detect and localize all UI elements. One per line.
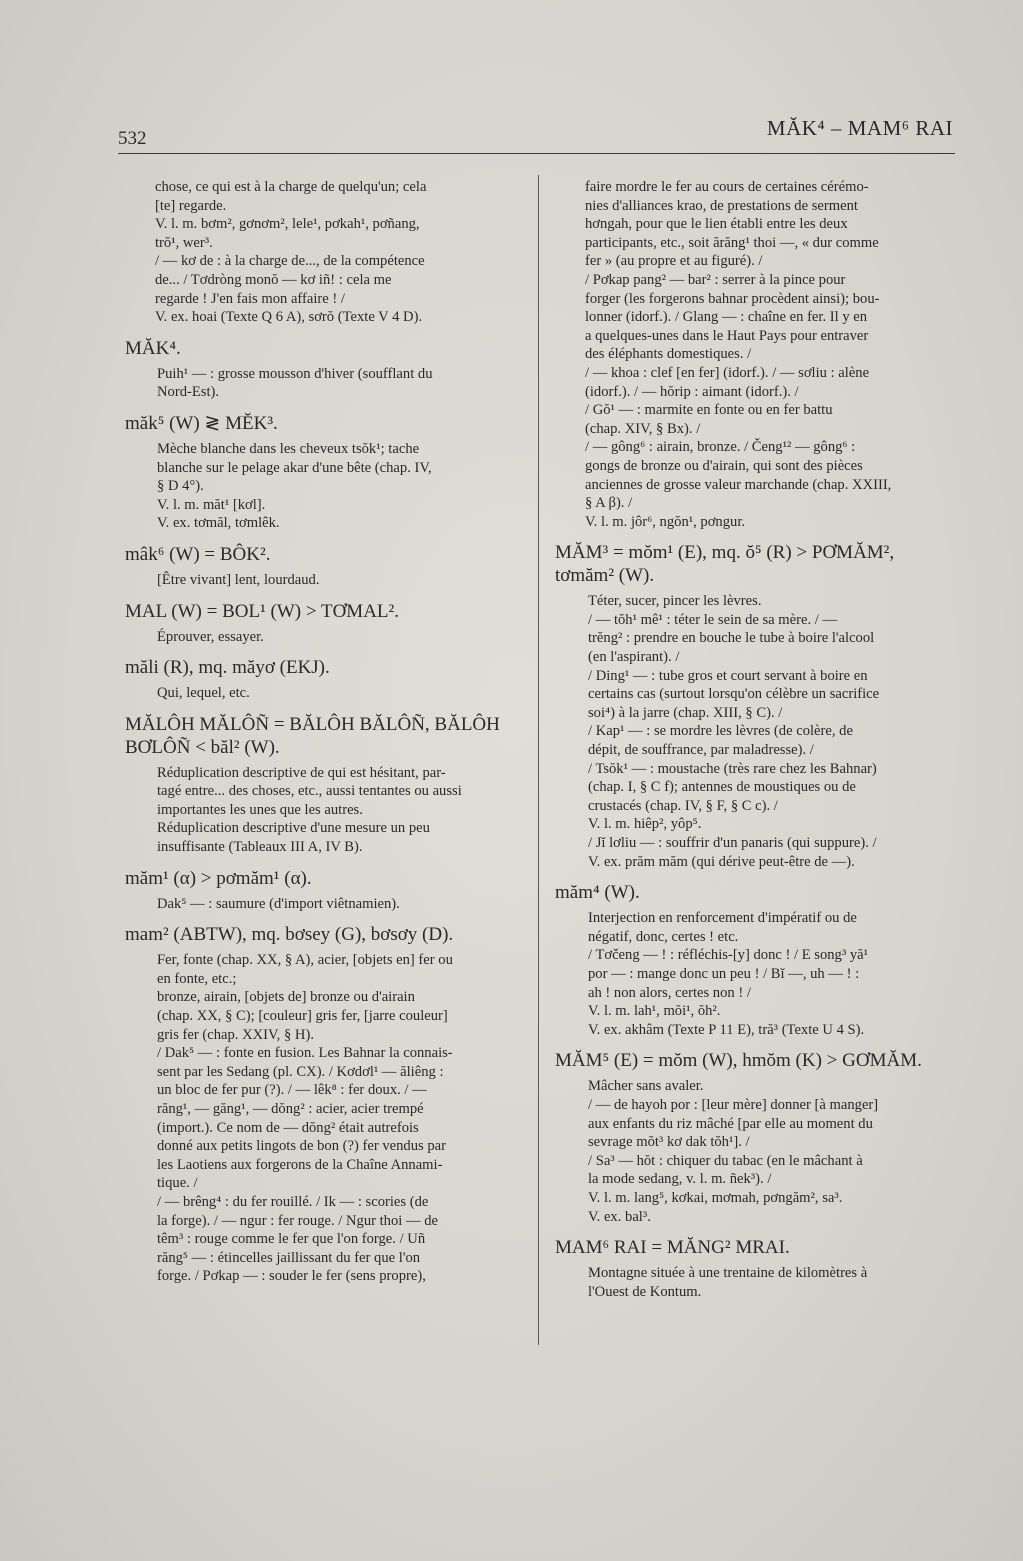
entry-line: trĕng² : prendre en bouche le tube à boire l'alcool bbox=[588, 630, 875, 647]
dictionary-entry bbox=[125, 337, 523, 402]
entry-line: nies d'alliances krao, de prestations de serment bbox=[585, 197, 858, 214]
entry-headword: MAM⁶ RAI = MĂNG² MRAI. bbox=[555, 1237, 790, 1259]
dictionary-entry bbox=[125, 713, 523, 857]
entry-line: (import.). Ce nom de — dŏng² était autrefois bbox=[157, 1119, 419, 1136]
entry-line: faire mordre le fer au cours de certaines cérémo- bbox=[585, 179, 869, 195]
dictionary-entry bbox=[125, 923, 523, 1286]
entry-line: / Kap¹ — : se mordre les lèvres (de colère, de bbox=[588, 723, 853, 740]
entry-headword: măm¹ (α) > pơmăm¹ (α). bbox=[125, 867, 312, 889]
entry-line: (idorf.). / — hŏrip : aimant (idorf.). / bbox=[585, 383, 799, 400]
entry-line: / — khoa : clef [en fer] (idorf.). / — sơliu : alène bbox=[585, 364, 870, 381]
entry-line: participants, etc., soit ărăng¹ thoi —, « dur comme bbox=[585, 234, 879, 251]
entry-line: por — : mange donc un peu ! / Bĭ —, uh — ! : bbox=[588, 965, 860, 982]
entry-headword: mâk⁶ (W) = BÔK². bbox=[125, 543, 271, 565]
entry-line: V. l. m. lang⁵, kơkai, mơmah, pơngăm², sa³. bbox=[588, 1189, 843, 1206]
dictionary-entry bbox=[125, 178, 523, 327]
entry-line: bronze, airain, [objets de] bronze ou d'airain bbox=[157, 989, 415, 1006]
entry-line: V. ex. bal³. bbox=[588, 1208, 651, 1225]
entry-line: négatif, donc, certes ! etc. bbox=[588, 928, 739, 945]
entry-line: Mèche blanche dans les cheveux tsŏk¹; tache bbox=[157, 440, 420, 457]
entry-line: (chap. I, § C f); antennes de moustiques ou de bbox=[588, 779, 856, 796]
entry-line: soi⁴) à la jarre (chap. XIII, § C). / bbox=[588, 704, 783, 721]
entry-line: blanche sur le pelage akar d'une bête (chap. IV, bbox=[157, 459, 432, 476]
entry-headword: MĂM³ = mŏm¹ (E), mq. ŏ⁵ (R) > PƠMĂM², tơmăm² (W). bbox=[555, 542, 895, 587]
entry-body bbox=[125, 764, 523, 857]
entry-line: / — kơ de : à la charge de..., de la compétence bbox=[155, 253, 425, 270]
entry-line: [te] regarde. bbox=[155, 197, 227, 214]
entry-body bbox=[125, 684, 523, 703]
entry-line: Réduplication descriptive d'une mesure un peu bbox=[157, 820, 430, 837]
entry-body bbox=[125, 440, 523, 533]
entry-line: / Tsŏk¹ — : moustache (très rare chez les Bahnar) bbox=[588, 760, 877, 777]
entry-line: forge. / Pơkap — : souder le fer (sens propre), bbox=[157, 1268, 426, 1285]
dictionary-entry bbox=[555, 1236, 955, 1301]
entry-line: / — tŏh¹ mê¹ : téter le sein de sa mère. / — bbox=[588, 611, 838, 628]
entry-headword: MAL (W) = BOL¹ (W) > TƠMAL². bbox=[125, 600, 399, 622]
entry-headword: măk⁵ (W) ≷ MĔK³. bbox=[125, 412, 278, 434]
entry-line: (chap. XX, § C); [couleur] gris fer, [jarre couleur] bbox=[157, 1008, 448, 1025]
entry-line: V. ex. tơmăl, tơmlêk. bbox=[157, 515, 280, 532]
entry-headword: MĂM⁵ (E) = mŏm (W), hmŏm (K) > GƠMĂM. bbox=[555, 1050, 922, 1072]
entry-line: donné aux petits lingots de bon (?) fer vendus par bbox=[157, 1138, 446, 1155]
column-separator bbox=[538, 175, 539, 1345]
dictionary-entry bbox=[125, 600, 523, 647]
entry-line: / Sa³ — hŏt : chiquer du tabac (en le mâchant à bbox=[588, 1152, 863, 1169]
entry-line: forger (les forgerons bahnar procèdent ainsi); bou- bbox=[585, 290, 880, 307]
entry-line: des éléphants domestiques. / bbox=[585, 346, 752, 363]
entry-line: certains cas (surtout lorsqu'on célèbre un sacrifice bbox=[588, 686, 880, 703]
entry-headword: măm⁴ (W). bbox=[555, 882, 640, 904]
entry-line: un bloc de fer pur (?). / — lêk⁸ : fer doux. / — bbox=[157, 1082, 427, 1099]
entry-line: les Laotiens aux forgerons de la Chaîne Annami- bbox=[157, 1156, 443, 1173]
entry-line: l'Ouest de Kontum. bbox=[588, 1283, 702, 1300]
entry-line: V. ex. akhâm (Texte P 11 E), tră³ (Texte U 4 S). bbox=[588, 1021, 865, 1038]
entry-line: V. ex. prăm măm (qui dérive peut-être de —). bbox=[588, 853, 855, 870]
entry-line: V. ex. hoai (Texte Q 6 A), sơrŏ (Texte V 4 D). bbox=[155, 309, 423, 326]
entry-body bbox=[555, 178, 955, 531]
entry-line: Interjection en renforcement d'impératif ou de bbox=[588, 910, 857, 927]
entry-line: hơngah, pour que le lien établi entre les deux bbox=[585, 216, 848, 233]
entry-line: / Ding¹ — : tube gros et court servant à boire en bbox=[588, 667, 868, 684]
entry-headword: MĂLÔH MĂLÔÑ = BĂLÔH BĂLÔÑ, BĂLÔH BƠLÔÑ < băl² (W). bbox=[125, 713, 500, 758]
entry-line: Réduplication descriptive de qui est hésitant, par- bbox=[157, 764, 446, 781]
entry-line: Éprouver, essayer. bbox=[157, 628, 264, 645]
page-number: 532 bbox=[118, 128, 147, 149]
entry-line: tagé entre... des choses, etc., aussi tentantes ou aussi bbox=[157, 783, 462, 800]
right-column bbox=[555, 178, 955, 1310]
entry-line: / — gông⁶ : airain, bronze. / Čeng¹² — gông⁶ : bbox=[585, 439, 856, 456]
entry-line: dépit, de souffrance, par maladresse). / bbox=[588, 742, 814, 759]
dictionary-entry bbox=[555, 541, 955, 871]
entry-line: gris fer (chap. XXIV, § H). bbox=[157, 1026, 314, 1043]
entry-line: chose, ce qui est à la charge de quelqu'un; cela bbox=[155, 179, 427, 195]
entry-line: [Être vivant] lent, lourdaud. bbox=[157, 571, 320, 588]
entry-line: / — de hayoh por : [leur mère] donner [à manger] bbox=[588, 1096, 879, 1113]
entry-line: / Dak⁵ — : fonte en fusion. Les Bahnar la connais- bbox=[157, 1045, 453, 1062]
entry-line: têm³ : rouge comme le fer que l'on forge. / Uñ bbox=[157, 1231, 426, 1248]
entry-line: a quelques-unes dans le Haut Pays pour entraver bbox=[585, 327, 869, 344]
entry-line: regarde ! J'en fais mon affaire ! / bbox=[155, 290, 345, 307]
entry-line: V. l. m. lah¹, mŏi¹, ŏh². bbox=[588, 1003, 721, 1020]
entry-body bbox=[125, 571, 523, 590]
entry-line: fer » (au propre et au figuré). / bbox=[585, 253, 763, 270]
entry-line: V. l. m. hiêp², yôp⁵. bbox=[588, 816, 702, 833]
left-column bbox=[125, 178, 523, 1295]
entry-line: / Pơkap pang² — bar² : serrer à la pince pour bbox=[585, 271, 846, 288]
entry-line: ah ! non alors, certes non ! / bbox=[588, 984, 751, 1001]
entry-line: trŏ¹, wer³. bbox=[155, 234, 213, 251]
entry-line: gongs de bronze ou d'airain, qui sont des pièces bbox=[585, 457, 863, 474]
entry-headword: mam² (ABTW), mq. bơsey (G), bơsơy (D). bbox=[125, 924, 454, 946]
entry-line: / Gŏ¹ — : marmite en fonte ou en fer battu bbox=[585, 402, 833, 419]
entry-line: aux enfants du riz mâché [par elle au moment du bbox=[588, 1115, 873, 1132]
entry-line: (en l'aspirant). / bbox=[588, 649, 680, 666]
entry-body bbox=[125, 895, 523, 914]
dictionary-entry bbox=[125, 867, 523, 914]
entry-line: sent par les Sedang (pl. CX). / Kơdơl¹ — ăliêng : bbox=[157, 1063, 444, 1080]
entry-body bbox=[555, 909, 955, 1039]
entry-body bbox=[125, 951, 523, 1286]
entry-line: Fer, fonte (chap. XX, § A), acier, [objets en] fer ou bbox=[157, 952, 453, 969]
running-head: MĂK⁴ – MAM⁶ RAI bbox=[766, 116, 953, 140]
entry-line: răng¹, — găng¹, — dŏng² : acier, acier trempé bbox=[157, 1101, 424, 1117]
entry-body bbox=[555, 592, 955, 871]
dictionary-entry bbox=[555, 178, 955, 531]
entry-line: la forge). / — ngur : fer rouge. / Ngur thoi — de bbox=[157, 1212, 438, 1229]
entry-line: V. l. m. jôr⁶, ngŏn¹, pơngur. bbox=[585, 513, 746, 530]
entry-line: (chap. XIV, § Bx). / bbox=[585, 420, 701, 437]
entry-line: / — brêng⁴ : du fer rouillé. / Ik — : scories (de bbox=[157, 1193, 429, 1210]
entry-line: Qui, lequel, etc. bbox=[157, 685, 250, 702]
entry-line: Mâcher sans avaler. bbox=[588, 1078, 704, 1095]
entry-line: insuffisante (Tableaux III A, IV B). bbox=[157, 839, 363, 856]
entry-line: Dak⁵ — : saumure (d'import viêtnamien). bbox=[157, 895, 400, 912]
entry-line: en fonte, etc.; bbox=[157, 970, 237, 987]
entry-body bbox=[125, 628, 523, 647]
entry-body bbox=[125, 178, 523, 327]
dictionary-entry bbox=[125, 656, 523, 703]
entry-body bbox=[555, 1077, 955, 1226]
entry-line: / Jĭ lơliu — : souffrir d'un panaris (qui suppure). / bbox=[588, 835, 877, 851]
entry-line: anciennes de grosse valeur marchande (chap. XXIII, bbox=[585, 476, 892, 493]
entry-line: răng⁵ — : étincelles jaillissant du fer que l'on bbox=[157, 1249, 421, 1266]
entry-line: de... / Tơdròng monŏ — kơ iñ! : cela me bbox=[155, 271, 392, 288]
entry-line: § A β). / bbox=[585, 495, 633, 512]
entry-line: la mode sedang, v. l. m. ñek³). / bbox=[588, 1171, 772, 1188]
dictionary-entry bbox=[125, 543, 523, 590]
dictionary-entry bbox=[555, 1049, 955, 1226]
dictionary-entry bbox=[555, 881, 955, 1039]
entry-line: § D 4°). bbox=[157, 478, 204, 495]
entry-body bbox=[555, 1264, 955, 1301]
entry-line: sevrage mŏt³ kơ dak tŏh¹]. / bbox=[588, 1134, 750, 1151]
entry-line: importantes les unes que les autres. bbox=[157, 801, 363, 818]
entry-body bbox=[125, 365, 523, 402]
entry-headword: măli (R), mq. măyơ (EKJ). bbox=[125, 657, 330, 679]
entry-line: Nord-Est). bbox=[157, 384, 220, 401]
entry-line: Téter, sucer, pincer les lèvres. bbox=[588, 593, 762, 610]
entry-line: lonner (idorf.). / Glang — : chaîne en fer. Il y en bbox=[585, 309, 868, 326]
entry-line: V. l. m. bơm², gơnơm², lele¹, pơkah¹, pơñang, bbox=[155, 216, 420, 233]
entry-line: tique. / bbox=[157, 1175, 198, 1192]
entry-headword: MĂK⁴. bbox=[125, 337, 181, 359]
entry-line: crustacés (chap. IV, § F, § C c). / bbox=[588, 797, 778, 814]
entry-line: Montagne située à une trentaine de kilomètres à bbox=[588, 1265, 868, 1282]
entry-line: V. l. m. măt¹ [kơl]. bbox=[157, 496, 266, 513]
entry-line: Puih¹ — : grosse mousson d'hiver (soufflant du bbox=[157, 365, 433, 382]
entry-line: / Tơčeng — ! : réfléchis-[y] donc ! / E song³ yă¹ bbox=[588, 947, 869, 964]
header-rule bbox=[118, 153, 955, 154]
dictionary-entry bbox=[125, 412, 523, 533]
